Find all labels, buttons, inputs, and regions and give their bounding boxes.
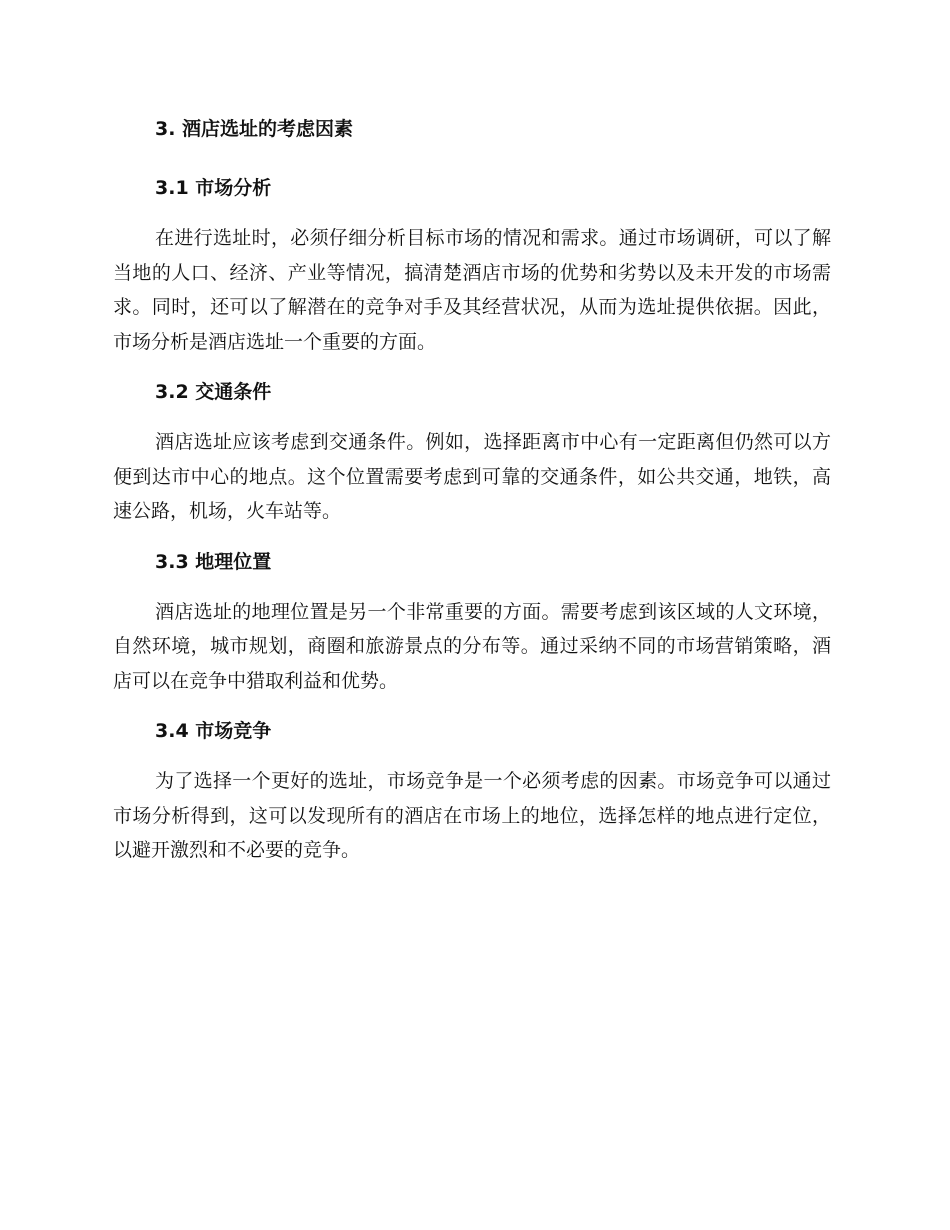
subsection-heading-market-analysis: 3.1 市场分析 bbox=[155, 177, 272, 199]
paragraph-competition: 为了选择一个更好的选址，市场竞争是一个必须考虑的因素。市场竞争可以通过市场分析得到，这可以发现所有的酒店在市场上的地位，选择怎样的地点进行定位，以避开激烈和不必要的竞争。 bbox=[113, 770, 831, 861]
subsection-heading-competition: 3.4 市场竞争 bbox=[155, 720, 272, 742]
subsection-heading-location: 3.3 地理位置 bbox=[155, 550, 272, 573]
paragraph-traffic: 酒店选址应该考虑到交通条件。例如，选择距离市中心有一定距离但仍然可以方便到达市中心的地点。这个位置需要考虑到可靠的交通条件，如公共交通，地铁，高速公路，机场，火车站等。 bbox=[113, 431, 831, 522]
section-title: 3. 酒店选址的考虑因素 bbox=[155, 118, 354, 140]
paragraph-market-analysis: 在进行选址时，必须仔细分析目标市场的情况和需求。通过市场调研，可以了解当地的人口、经济、产业等情况，搞清楚酒店市场的优势和劣势以及未开发的市场需求。同时，还可以了解潜在的竞争对手及其经营状况，从而为选址提供依据。因此，市场分析是酒店选址一个重要的方面。 bbox=[113, 227, 831, 353]
paragraph-location: 酒店选址的地理位置是另一个非常重要的方面。需要考虑到该区域的人文环境，自然环境，城市规划，商圈和旅游景点的分布等。通过采纳不同的市场营销策略，酒店可以在竞争中猎取利益和优势。 bbox=[113, 600, 831, 692]
document-content bbox=[113, 112, 831, 868]
subsection-heading-traffic: 3.2 交通条件 bbox=[155, 381, 272, 403]
